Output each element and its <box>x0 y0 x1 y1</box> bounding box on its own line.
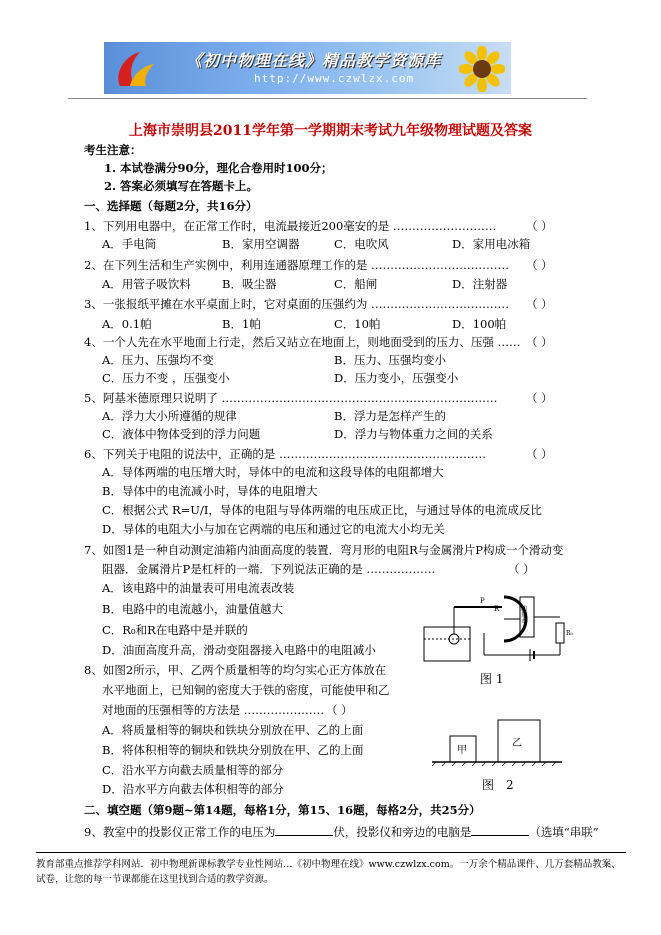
question-stem: 水平地面上，已知铜的密度大于铁的密度，可能使甲和乙 <box>102 683 390 697</box>
answer-blank: （ ） <box>526 447 553 461</box>
section-heading: 一、选择题（每题2分，共16分） <box>84 199 258 213</box>
question-stem: 7、如图1是一种自动测定油箱内油面高度的装置．弯月形的电阻R与金属滑片P构成一个滑动变 <box>84 543 564 557</box>
option: B．电路中的电流越小，油量值越大 <box>102 602 283 616</box>
question-stem: 3、一张报纸平摊在水平桌面上时，它对桌面的压强约为 ……………………………… <box>84 297 509 311</box>
option: A．该电路中的油量表可用电流表改装 <box>102 581 295 595</box>
answer-blank: （ ） <box>526 335 553 349</box>
oil-gauge-circuit-diagram <box>420 593 576 673</box>
document-title: 上海市崇明县2011学年第一学期期末考试九年级物理试题及答案 <box>129 123 532 139</box>
option: B．浮力是怎样产生的 <box>334 409 446 423</box>
option: C．船闸 <box>334 277 378 291</box>
option: B．导体中的电流减小时，导体的电阻增大 <box>102 484 318 498</box>
option: B．家用空调器 <box>222 237 300 251</box>
option: C．10帕 <box>334 317 381 331</box>
label-gauge: 油量表 <box>519 605 527 623</box>
option: D．沿水平方向截去体积相等的部分 <box>102 782 284 796</box>
option: A．浮力大小所遵循的规律 <box>102 409 237 423</box>
question-stem: 5、阿基米德原理只说明了 ……………………………………………………………… <box>84 391 498 405</box>
option: B．压力、压强均变小 <box>334 353 446 367</box>
question-stem: 2、在下列生活和生产实例中，利用连通器原理工作的是 ……………………………… <box>84 258 509 272</box>
option: B．1帕 <box>222 317 261 331</box>
question-stem: 6、下列关于电阻的说法中，正确的是 ……………………………………………… <box>84 447 486 461</box>
header-banner <box>104 42 511 94</box>
question-stem: 8、如图2所示，甲、乙两个质量相等的均匀实心正方体放在 <box>84 663 387 677</box>
figure-1-caption: 图 1 <box>480 672 504 686</box>
option: D．油面高度升高，滑动变阻器接入电路中的电阻减小 <box>102 643 376 657</box>
answer-blank: （ ） <box>526 258 553 272</box>
option: C．沿水平方向截去质量相等的部分 <box>102 763 284 777</box>
page-footer: 教育部重点推荐学科网站．初中物理新课标教学专业性网站…《初中物理在线》www.czwlzx.com。一万余个精品课件、几万套精品教案、试卷，让您的每一节课都能在这里找到合适的教学资源。 <box>36 852 626 887</box>
option: A．将质量相等的铜块和铁块分别放在甲、乙的上面 <box>102 723 364 737</box>
notice-heading: 考生注意： <box>84 143 142 157</box>
q9-part2: 伏，投影仪和旁边的电脑是 <box>333 825 472 839</box>
notice-item: 2. 答案必须填写在答题卡上。 <box>104 179 259 193</box>
answer-blank: （ ） <box>326 703 353 717</box>
option: C．压力不变 ，压强变小 <box>102 371 230 385</box>
banner-title: 《初中物理在线》精品教学资源库 <box>186 51 442 70</box>
option: D．浮力与物体重力之间的关系 <box>334 427 493 441</box>
question-stem: 4、一个人先在水平地面上行走，然后又站立在地面上，则地面受到的压力、压强 …… <box>84 335 521 349</box>
q9-part3: （选填“串联” <box>529 825 599 839</box>
option: A．导体两端的电压增大时，导体中的电流和这段导体的电阻都增大 <box>102 465 444 479</box>
section-heading: 二、填空题（第9题~第14题，每格1分，第15、16题，每格2分，共25分） <box>84 803 481 817</box>
question-stem: 对地面的压强相等的方法是 ………………… <box>102 703 325 717</box>
question-stem: 阻器．金属滑片P是杠杆的一端．下列说法正确的是 ……………… <box>102 562 436 576</box>
banner-url[interactable]: http://www.czwlzx.com <box>254 72 415 85</box>
label-R0: R₀ <box>566 630 573 637</box>
option: D．压力变小，压强变小 <box>334 371 459 385</box>
option: D．导体的电阻大小与加在它两端的电压和通过它的电流大小均无关 <box>102 522 445 536</box>
fill-blank <box>275 825 333 836</box>
option: C．根据公式 R=U/I，导体的电阻与导体两端的电压成正比，与通过导体的电流成反比 <box>102 503 542 517</box>
fill-blank <box>471 825 529 836</box>
answer-blank: （ ） <box>508 562 535 576</box>
option: A．用管子吸饮料 <box>102 277 191 291</box>
answer-blank: （ ） <box>526 391 553 405</box>
option: D．100帕 <box>452 317 507 331</box>
option: B．将体积相等的铜块和铁块分别放在甲、乙的上面 <box>102 743 364 757</box>
label-R: R <box>494 605 500 613</box>
figure-2-caption: 图 2 <box>482 778 514 792</box>
question-stem <box>84 824 599 840</box>
option: A．手电筒 <box>102 237 157 251</box>
option: D．家用电冰箱 <box>452 237 531 251</box>
option: A．0.1帕 <box>102 317 152 331</box>
option: B．吸尘器 <box>222 277 277 291</box>
block-yi-label: 乙 <box>512 738 522 749</box>
answer-blank: （ ） <box>526 297 553 311</box>
notice-item: 1. 本试卷满分90分，理化合卷用时100分； <box>104 161 333 175</box>
label-P: P <box>480 597 485 605</box>
option: C．R₀和R在电路中是并联的 <box>102 623 248 637</box>
header-divider <box>68 98 587 99</box>
option: C．电吹风 <box>334 237 389 251</box>
option: A．压力、压强均不变 <box>102 353 214 367</box>
block-jia-label: 甲 <box>457 745 467 756</box>
question-stem: 1、下列用电器中，在正常工作时，电流最接近200毫安的是 ……………………… <box>84 219 497 233</box>
option: C．液体中物体受到的浮力问题 <box>102 427 261 441</box>
q9-part1: 9、教室中的投影仪正常工作的电压为 <box>84 825 276 839</box>
option: D．注射器 <box>452 277 508 291</box>
sunflower-icon <box>459 46 505 92</box>
answer-blank: （ ） <box>526 219 553 233</box>
site-logo-icon <box>110 46 160 90</box>
cubes-diagram <box>432 716 562 766</box>
